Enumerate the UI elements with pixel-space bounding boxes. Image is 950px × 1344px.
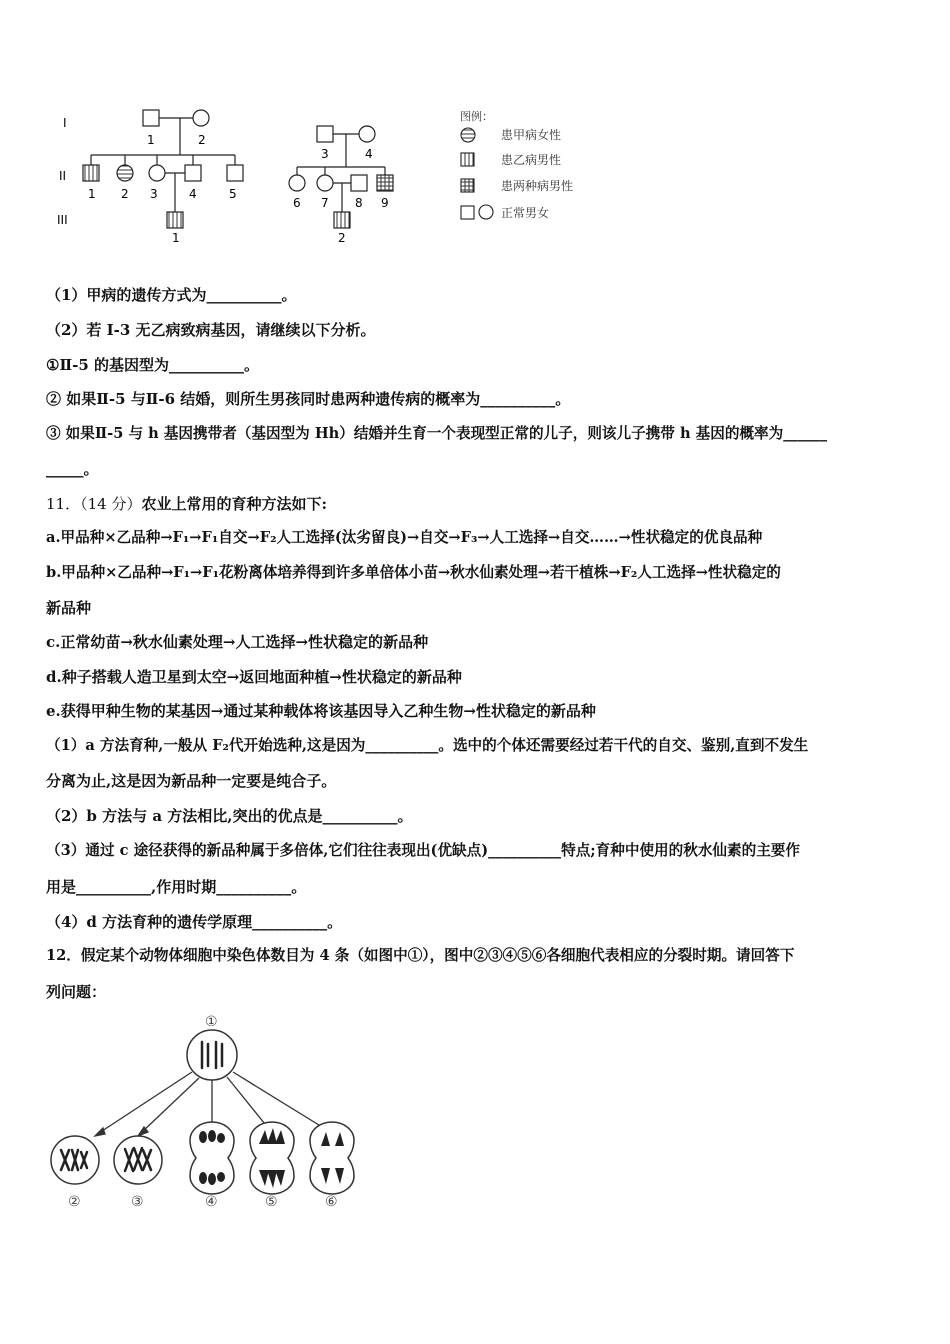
cell-1 <box>187 1030 237 1080</box>
II-7-normal-female <box>317 175 333 191</box>
legend-normal-male-icon <box>461 206 474 219</box>
q11-method-d: d.种子搭载人造卫星到太空→返回地面种植→性状稳定的新品种 <box>46 668 462 686</box>
legend-item-1: 患甲病女性 <box>501 128 562 142</box>
I-1-normal-male <box>143 110 159 126</box>
num-II5: 5 <box>229 187 237 201</box>
num-II3: 3 <box>150 187 158 201</box>
II-4-normal-male <box>185 165 201 181</box>
gen-label-II: II <box>59 169 67 183</box>
num-II9: 9 <box>381 196 389 210</box>
q11-sub2: （2）b 方法与 a 方法相比,突出的优点是__________。 <box>46 807 413 825</box>
q11-number: 11．（14 分） <box>46 495 142 513</box>
q11-sub1: （1）a 方法育种,一般从 F₂代开始选种,这是因为__________。选中的个体还需要经过若干代的自交、鉴别,直到不发生 <box>46 737 809 754</box>
q12-stem-cont: 列问题： <box>46 983 107 1001</box>
legend-item-2: 患乙病男性 <box>501 153 562 167</box>
cell-label-5: ⑤ <box>265 1194 278 1210</box>
cell-label-2: ② <box>68 1194 81 1210</box>
q10-part2-2: ② 如果Ⅱ-5 与Ⅱ-6 结婚，则所生男孩同时患两种遗传病的概率为__________。 <box>46 390 571 408</box>
II-5-normal-male <box>227 165 243 181</box>
q10-part1: （1）甲病的遗传方式为__________。 <box>46 286 297 304</box>
II-1-disease-b-male <box>83 165 99 181</box>
q11-method-c: c.正常幼苗→秋水仙素处理→人工选择→性状稳定的新品种 <box>46 633 429 651</box>
cell-label-6: ⑥ <box>325 1194 338 1210</box>
family-1 <box>83 110 243 228</box>
II-9-both-diseases-male <box>377 175 393 191</box>
num-III2: 2 <box>338 231 346 245</box>
q11-sub3: （3）通过 c 途径获得的新品种属于多倍体,它们往往表现出(优缺点)__________特点;育种中使用的秋水仙素的主要作 <box>46 842 800 859</box>
cell-5 <box>250 1122 294 1194</box>
q11-method-e: e.获得甲种生物的某基因→通过某种载体将该基因导入乙种生物→性状稳定的新品种 <box>46 702 596 720</box>
q11-intro: 农业上常用的育种方法如下: <box>141 495 327 513</box>
num-II8: 8 <box>355 196 363 210</box>
legend-item-4: 正常男女 <box>501 206 550 220</box>
q11-method-a: a.甲品种×乙品种→F₁→F₁自交→F₂人工选择(汰劣留良)→自交→F₃→人工选择→自交……→性状稳定的优良品种 <box>46 529 763 546</box>
cell-3 <box>114 1136 162 1184</box>
gen-label-III: III <box>57 213 68 227</box>
pedigree-figure <box>55 100 615 250</box>
num-I4: 4 <box>365 147 373 161</box>
I-3-normal-male <box>317 126 333 142</box>
legend-both-male-icon <box>461 179 474 192</box>
q10-part2-3-cont: _____。 <box>46 460 99 478</box>
II-8-normal-male <box>351 175 367 191</box>
q10-part2: （2）若 I-3 无乙病致病基因，请继续以下分析。 <box>46 321 376 339</box>
num-II1: 1 <box>88 187 96 201</box>
cell-label-3: ③ <box>131 1194 144 1210</box>
q10-part2-3: ③ 如果Ⅱ-5 与 h 基因携带者（基因型为 Hh）结婚并生育一个表现型正常的儿子，则该儿子携带 h 基因的概率为______ <box>46 425 828 442</box>
II-2-disease-a-female <box>117 165 133 181</box>
q11-sub4: （4）d 方法育种的遗传学原理__________。 <box>46 913 343 931</box>
num-II4: 4 <box>189 187 197 201</box>
cell-label-4: ④ <box>205 1194 218 1210</box>
num-II6: 6 <box>293 196 301 210</box>
family-2 <box>289 126 393 228</box>
legend-disease-a-female-icon <box>461 128 475 142</box>
cell-label-1: ① <box>205 1014 218 1030</box>
I-4-normal-female <box>359 126 375 142</box>
q10-part2-1: ①Ⅱ-5 的基因型为__________。 <box>46 356 259 374</box>
num-I3: 3 <box>321 147 329 161</box>
q11-method-b-cont: 新品种 <box>46 599 92 617</box>
num-I2: 2 <box>198 133 206 147</box>
num-II7: 7 <box>321 196 329 210</box>
cell-division-figure <box>45 1010 385 1210</box>
q12-stem: 12．假定某个动物体细胞中染色体数目为 4 条（如图中①），图中②③④⑤⑥各细胞代表相应的分裂时期。请回答下 <box>46 947 795 964</box>
q11-sub3-cont: 用是__________,作用时期__________。 <box>46 878 307 896</box>
II-6-normal-female <box>289 175 305 191</box>
III-2-disease-b-male <box>334 212 350 228</box>
cell-4 <box>190 1122 234 1194</box>
legend-disease-b-male-icon <box>461 153 474 166</box>
q11-method-b: b.甲品种×乙品种→F₁→F₁花粉离体培养得到许多单倍体小苗→秋水仙素处理→若干植株→F₂人工选择→性状稳定的 <box>46 564 781 581</box>
gen-label-I: I <box>63 116 67 130</box>
num-III1: 1 <box>172 231 180 245</box>
legend-title: 图例： <box>460 110 493 123</box>
legend-normal-female-icon <box>479 205 493 219</box>
cell-6 <box>310 1122 354 1194</box>
cell-2 <box>51 1136 99 1184</box>
q11-sub1-cont: 分离为止,这是因为新品种一定要是纯合子。 <box>46 772 337 790</box>
III-1-disease-b-male <box>167 212 183 228</box>
q11-header <box>46 494 327 514</box>
num-I1: 1 <box>147 133 155 147</box>
I-2-normal-female <box>193 110 209 126</box>
legend-item-3: 患两种病男性 <box>501 179 574 193</box>
II-3-normal-female <box>149 165 165 181</box>
num-II2: 2 <box>121 187 129 201</box>
